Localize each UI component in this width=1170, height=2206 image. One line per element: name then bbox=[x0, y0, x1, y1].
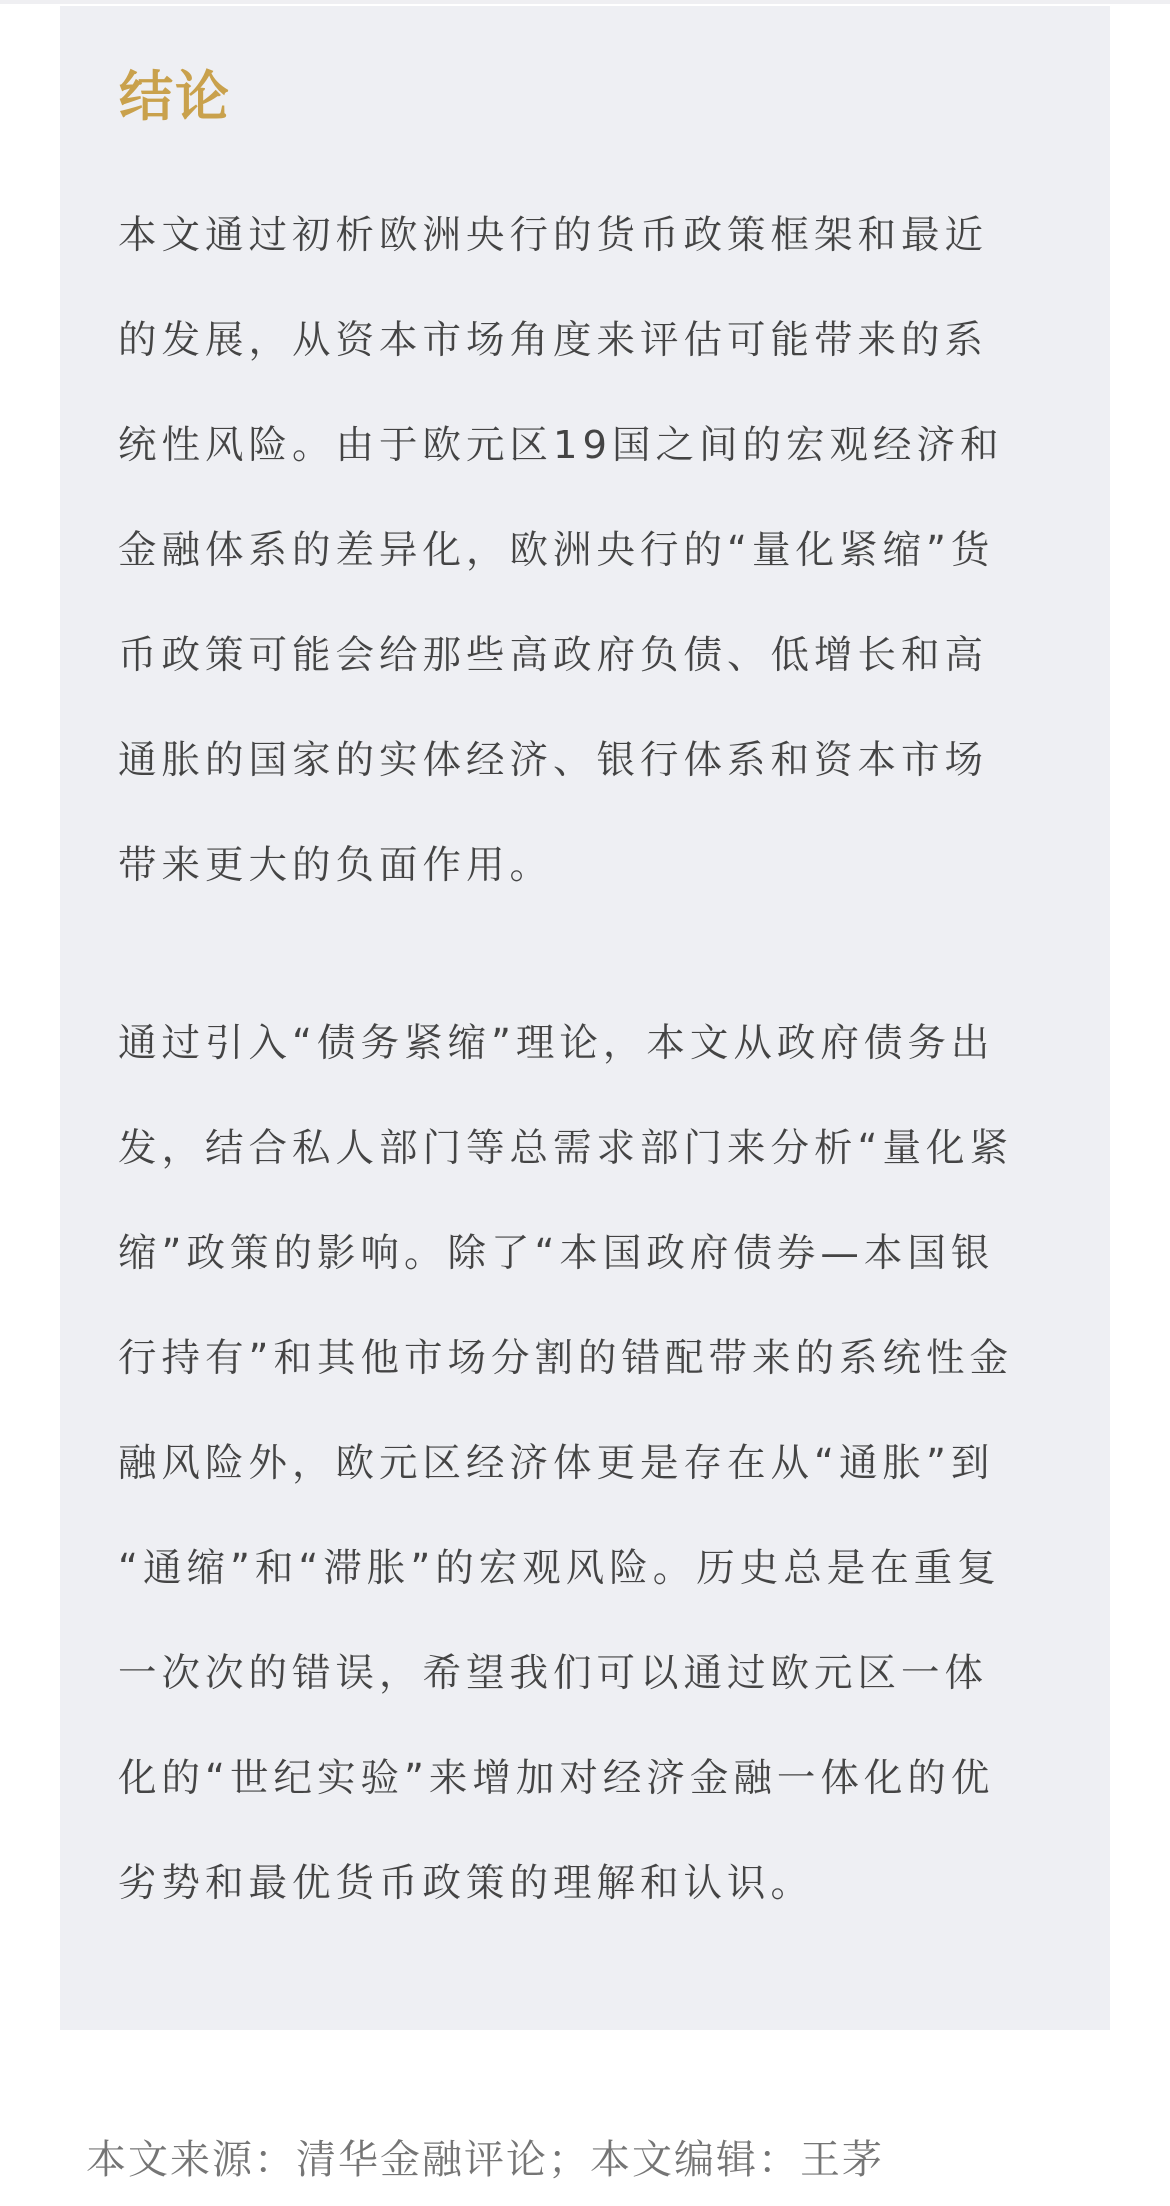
source-footer: 本文来源：清华金融评论；本文编辑：王茅 bbox=[86, 2137, 884, 2183]
conclusion-paragraph-1: 本文通过初析欧洲央行的货币政策框架和最近 的发展，从资本市场角度来评估可能带来的系 统性风险。由于欧元区19国之间的宏观经济和 金融体系的差异化，欧洲央行的“量化紧缩”货 币政策可能会给那些高政府负债、低增长和高 通胀的国家的实体经济、银行体系和资本市场 带来更大的负面作用。 bbox=[118, 213, 1004, 888]
section-heading: 结论 bbox=[119, 65, 231, 128]
conclusion-paragraph-2: 通过引入“债务紧缩”理论，本文从政府债务出 发，结合私人部门等总需求部门来分析“量化紧 缩”政策的影响。除了“本国政府债券—本国银 行持有”和其他市场分割的错配带来的系统性金 融风险外，欧元区经济体更是存在从“通胀”到 “通缩”和“滞胀”的宏观风险。历史总是在重复 一次次的错误，希望我们可以通过欧元区一体 化的“世纪实验”来增加对经济金融一体化的优 劣势和最优货币政策的理解和认识。 bbox=[118, 1021, 1013, 1906]
top-divider bbox=[0, 0, 1170, 4]
conclusion-card bbox=[60, 6, 1110, 2030]
